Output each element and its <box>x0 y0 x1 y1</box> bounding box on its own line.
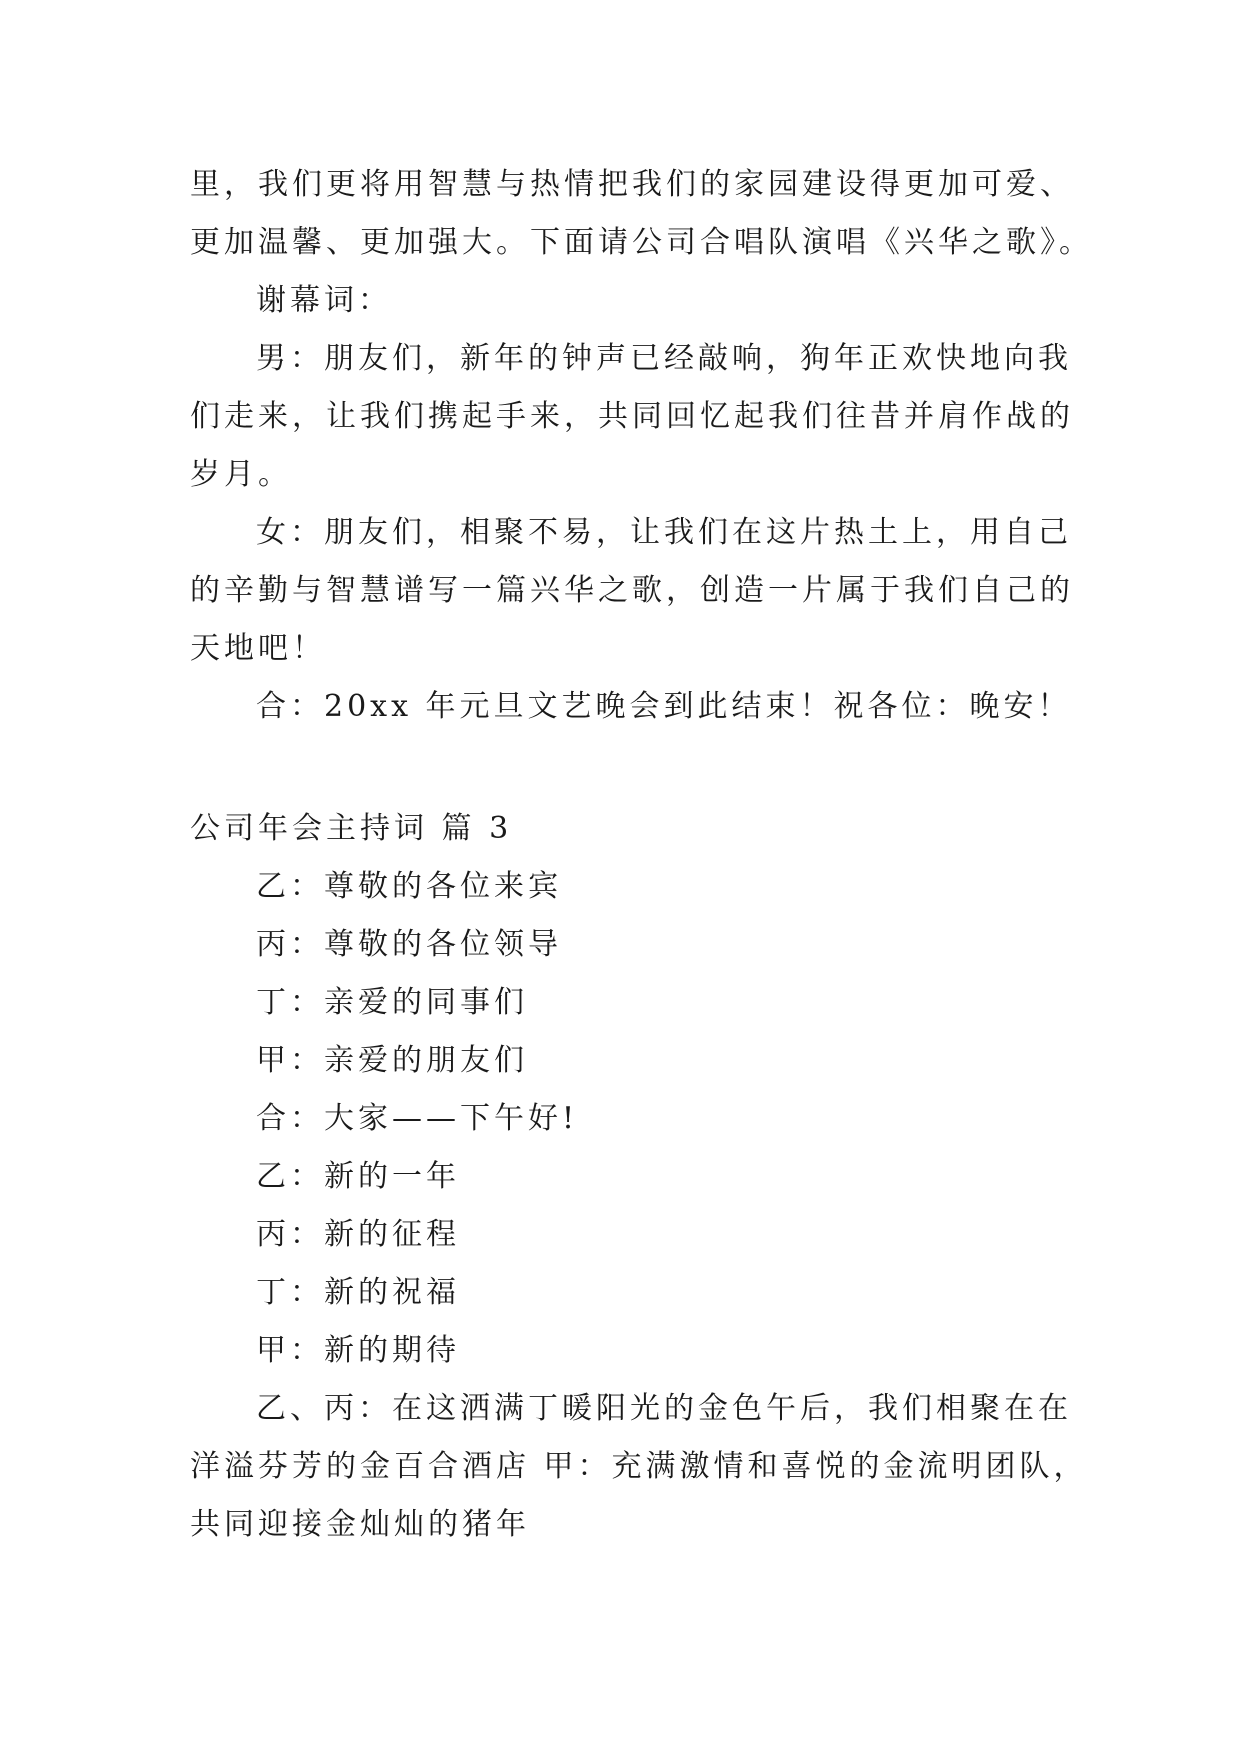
paragraph-line: 共同迎接金灿灿的猪年 <box>190 1507 530 1542</box>
paragraph-line: 女：朋友们，相聚不易，让我们在这片热土上，用自己 <box>256 515 1072 550</box>
dialogue-line: 丁：亲爱的同事们 <box>256 985 528 1020</box>
paragraph-line: 天地吧！ <box>190 631 326 666</box>
dialogue-line: 乙：尊敬的各位来宾 <box>256 869 562 904</box>
dialogue-line: 乙：新的一年 <box>256 1159 460 1194</box>
section-heading: 公司年会主持词 篇 3 <box>190 811 513 846</box>
dialogue-line: 丁：新的祝福 <box>256 1275 460 1310</box>
paragraph-line: 男：朋友们，新年的钟声已经敲响，狗年正欢快地向我 <box>256 341 1072 376</box>
paragraph-line: 的辛勤与智慧谱写一篇兴华之歌，创造一片属于我们自己的 <box>190 573 1074 608</box>
male-host-paragraph <box>190 330 1074 504</box>
paragraph-line: 们走来，让我们携起手来，共同回忆起我们往昔并肩作战的 <box>190 399 1074 434</box>
curtain-call-label <box>190 272 1070 330</box>
final-paragraph <box>190 1380 1088 1554</box>
paragraph-line: 里，我们更将用智慧与热情把我们的家园建设得更加可爱、 <box>190 167 1074 202</box>
closing-paragraph <box>190 678 1070 736</box>
paragraph-line: 洋溢芬芳的金百合酒店 甲：充满激情和喜悦的金流明团队， <box>190 1449 1088 1484</box>
dialogue-line: 丙：尊敬的各位领导 <box>256 927 562 962</box>
paragraph-line: 岁月。 <box>190 457 292 492</box>
female-host-paragraph <box>190 504 1074 678</box>
paragraph-line: 更加温馨、更加强大。下面请公司合唱队演唱《兴华之歌》。 <box>190 225 1093 260</box>
paragraph-line: 乙、丙：在这洒满丁暖阳光的金色午后，我们相聚在在 <box>256 1391 1072 1426</box>
dialogue-line: 丙：新的征程 <box>256 1217 460 1252</box>
top-section <box>190 156 1093 736</box>
dialogue-line: 甲：亲爱的朋友们 <box>256 1043 528 1078</box>
paragraph-line: 谢幕词： <box>256 283 392 318</box>
dialogue-line: 合：大家——下午好! <box>256 1101 579 1136</box>
paragraph-continuation <box>190 156 1093 272</box>
dialogue-line: 甲：新的期待 <box>256 1333 460 1368</box>
paragraph-line: 合：20xx 年元旦文艺晚会到此结束！祝各位：晚安！ <box>256 689 1072 724</box>
bottom-section <box>190 858 1088 1554</box>
